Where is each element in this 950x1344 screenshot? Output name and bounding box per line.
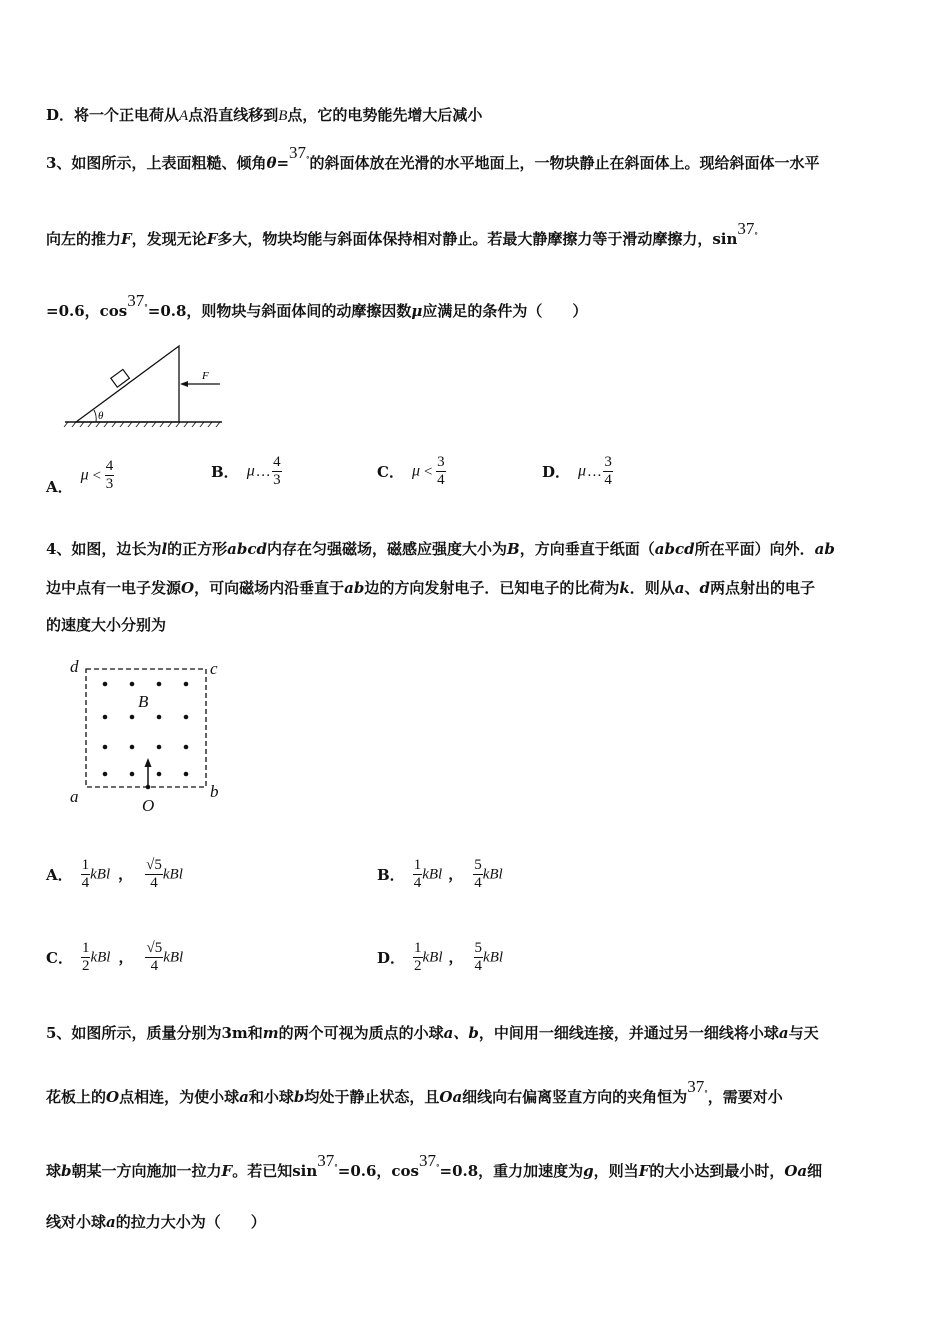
q4-option-c[interactable]: C． $\frac{1}{2}$ kBl ， $\frac{√5}{4}$ kBl <box>46 940 184 974</box>
source-label: O <box>142 796 155 815</box>
corner-b: b <box>210 782 219 801</box>
q3-option-a[interactable]: A．μ < $\frac{4}{3}$ <box>46 458 114 496</box>
q5-stem-line2: 花板上的O点相连，为使小球a和小球b均处于静止状态，且Oa细线向右偏离竖直方向的夹角恒为37°，需要对小 <box>46 1077 783 1106</box>
field-label: B <box>138 692 149 711</box>
angle-label: θ <box>98 410 104 422</box>
q3-option-c[interactable]: C． μ < $\frac{3}{4}$ <box>377 454 445 488</box>
corner-c: c <box>210 659 218 678</box>
q4-option-b[interactable]: B． $\frac{1}{4}$ kBl ， $\frac{5}{4}$ kBl <box>377 857 503 891</box>
q3-incline-figure <box>62 340 227 430</box>
q4-stem-line2: 边中点有一电子发源O，可向磁场内沿垂直于ab边的方向发射电子．已知电子的比荷为k．则从a、d两点射出的电子 <box>46 579 816 597</box>
q4-option-d[interactable]: D． $\frac{1}{2}$ kBl ， $\frac{5}{4}$ kBl <box>377 940 504 974</box>
q3-stem-line1: 3、如图所示，上表面粗糙、倾角θ=37°的斜面体放在光滑的水平地面上，一物块静止在斜面体上。现给斜面体一水平 <box>46 143 820 172</box>
q5-stem-line4: 线对小球a的拉力大小为（ ） <box>46 1213 266 1231</box>
q5-stem-line1: 5、如图所示，质量分别为3m和m的两个可视为质点的小球a、b，中间用一细线连接，并通过另一细线将小球a与天 <box>46 1024 819 1042</box>
q4-magnetic-field-figure <box>64 652 234 822</box>
q3-option-d[interactable]: D． μ … $\frac{3}{4}$ <box>542 454 612 488</box>
q4-stem-line3: 的速度大小分别为 <box>46 616 167 634</box>
q3-stem-line2: 向左的推力F，发现无论F多大，物块均能与斜面体保持相对静止。若最大静摩擦力等于滑动摩擦力，sin37° <box>46 219 758 248</box>
q4-stem-line1: 4、如图，边长为l的正方形abcd内存在匀强磁场，磁感应强度大小为B，方向垂直于纸面（abcd所在平面）向外．ab <box>46 540 835 558</box>
q4-option-a[interactable]: A． $\frac{1}{4}$ kBl ， $\frac{√5}{4}$ kBl <box>46 857 183 891</box>
q2-option-d: D．将一个正电荷从A点沿直线移到B点，它的电势能先增大后减小 <box>46 106 483 124</box>
option-label: D． <box>46 106 75 124</box>
corner-a: a <box>70 787 79 806</box>
q3-stem-line3: =0.6，cos37°=0.8，则物块与斜面体间的动摩擦因数μ应满足的条件为（ ） <box>46 291 588 320</box>
q3-option-b[interactable]: B． μ … $\frac{4}{3}$ <box>211 454 281 488</box>
force-label: F <box>202 370 209 382</box>
q5-stem-line3: 球b朝某一方向施加一拉力F。若已知sin37°=0.6，cos37°=0.8，重力加速度为g，则当F的大小达到最小时，Oa细 <box>46 1151 823 1180</box>
corner-d: d <box>70 657 79 676</box>
